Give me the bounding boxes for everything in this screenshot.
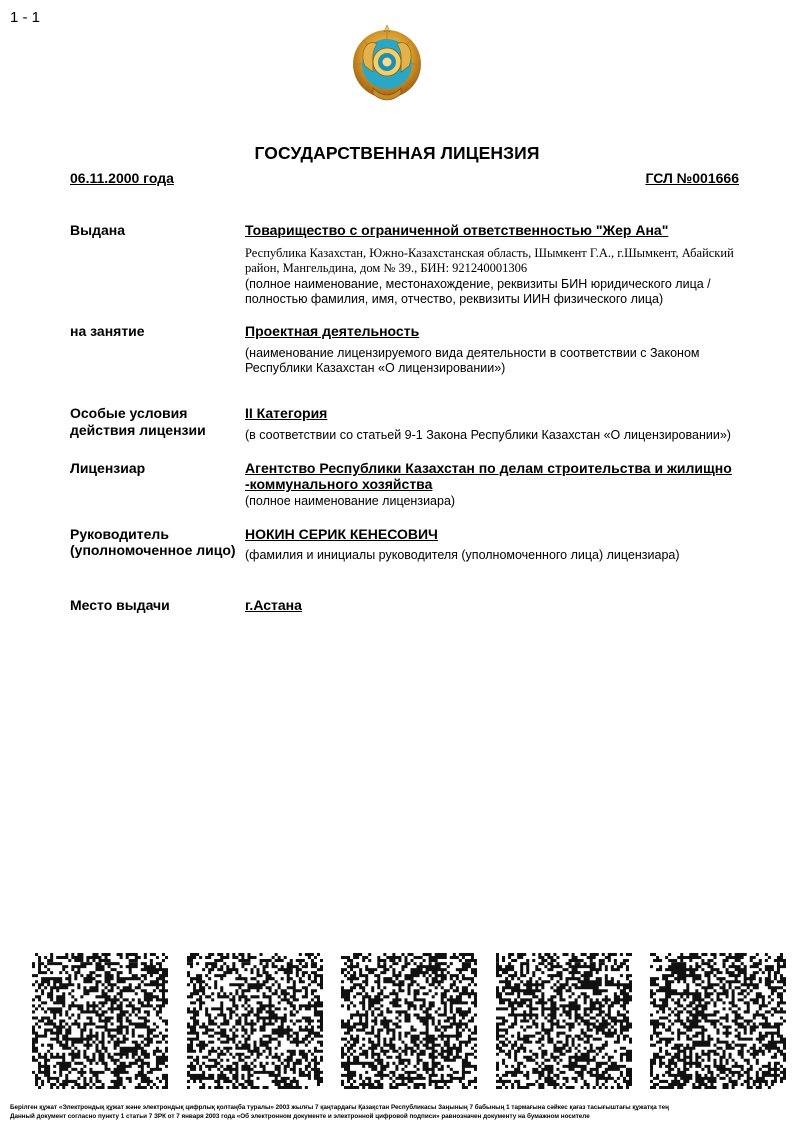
document-title: ГОСУДАРСТВЕННАЯ ЛИЦЕНЗИЯ <box>254 143 540 163</box>
head-label-line2: (уполномоченное лицо) <box>70 542 236 558</box>
footer-russian: Данный документ согласно пункту 1 статьи 7 ЗРК от 7 января 2003 года «Об электронном документе и электронной цифровой подписи» равнозначен документу на бумажном носителе <box>10 1113 590 1120</box>
activity-note: (наименование лицензируемого вида деятельности в соответствии с Законом Республики Казахстан «О лицензировании») <box>245 346 700 375</box>
footer-kazakh: Берілген құжат «Электрондық құжат және электрондық цифрлық қолтаңба туралы» 2003 жылғы 7 қаңтардағы Қазақстан Республикасы Заңының 7 бабының 1 тармағына сәйкес қағаз тасығыштағы құжатқа тең <box>10 1104 669 1111</box>
qr-code-icon <box>32 953 168 1089</box>
activity-label: на занятие <box>70 323 145 339</box>
issue-date: 06.11.2000 года <box>70 170 174 186</box>
qr-code-icon <box>187 953 323 1089</box>
licensor-label: Лицензиар <box>70 460 146 476</box>
qr-code-icon <box>650 953 786 1089</box>
licensor-value-line2: -коммунального хозяйства <box>245 476 433 492</box>
license-number: ГСЛ №001666 <box>645 170 739 186</box>
head-value: НОКИН СЕРИК КЕНЕСОВИЧ <box>245 526 438 542</box>
place-label: Место выдачи <box>70 597 170 613</box>
place-value: г.Астана <box>245 597 302 613</box>
kazakhstan-state-emblem-icon <box>351 22 423 108</box>
activity-value: Проектная деятельность <box>245 323 420 339</box>
issued-to-address: Республика Казахстан, Южно-Казахстанская область, Шымкент Г.А., г.Шымкент, Абайский район, Мангельдина, дом № 39., БИН: 921240001306 <box>245 246 734 275</box>
issued-to-value: Товарищество с ограниченной ответственностью "Жер Ана" <box>245 222 669 238</box>
issued-to-label: Выдана <box>70 222 125 238</box>
qr-code-icon <box>496 953 632 1089</box>
conditions-label-line2: действия лицензии <box>70 422 206 438</box>
qr-code-icon <box>341 953 477 1089</box>
issued-to-note: (полное наименование, местонахождение, реквизиты БИН юридического лица / полностью фамилия, имя, отчество, реквизиты ИИН физического лица) <box>245 277 711 306</box>
head-note: (фамилия и инициалы руководителя (уполномоченного лица) лицензиара) <box>245 548 680 562</box>
head-label-line1: Руководитель <box>70 526 169 542</box>
conditions-label-line1: Особые условия <box>70 405 188 421</box>
page-number: 1 - 1 <box>10 9 41 26</box>
conditions-note: (в соответствии со статьей 9-1 Закона Республики Казахстан «О лицензировании») <box>245 428 731 442</box>
conditions-value: II Категория <box>245 405 328 421</box>
licensor-value-line1: Агентство Республики Казахстан по делам строительства и жилищно <box>245 460 732 476</box>
licensor-note: (полное наименование лицензиара) <box>245 494 456 508</box>
